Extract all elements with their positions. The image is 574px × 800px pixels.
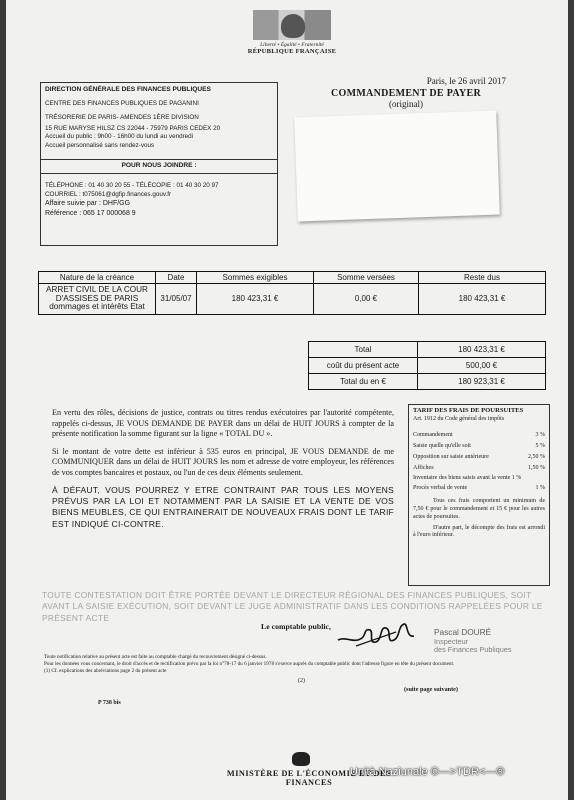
- col-date: Date: [156, 272, 197, 284]
- sender-reception: Accueil personnalisé sans rendez-vous: [45, 141, 155, 149]
- watermark-text: Unità Naziunale ©—>TDR<—®: [350, 766, 505, 778]
- paragraph-warning: À DÉFAUT, VOUS POURREZ Y ETRE CONTRAINT PAR TOUS LES MOYENS PRÉVUS PAR LA LOI ET NOTAMMENT PAR LA SAISIE ET LA VENTE DE VOS BIENS MEUBLES, CE QUI ENTRAINERAIT DE NOUVEAUX FRAIS DONT LE TARIF EST INDIQUÉ CI-CONTRE.: [52, 485, 394, 529]
- form-reference: P 738 bis: [98, 700, 121, 706]
- footer-line-1: Toute notification relative au présent acte est faite au comptable chargé du recouvrement désigné ci-dessus.: [44, 654, 267, 660]
- affaire-suivie: Affaire suivie par : DHF/GG: [45, 200, 131, 208]
- cell-reste: 180 423,31 €: [419, 284, 546, 315]
- list-item: Opposition sur saisie antérieure 2,50 %: [413, 453, 545, 460]
- list-item: Saisie quelle qu'elle soit 5 %: [413, 443, 545, 450]
- cell-versees: 0,00 €: [314, 284, 419, 315]
- republique-francaise-label: RÉPUBLIQUE FRANÇAISE: [247, 48, 337, 55]
- marianne-emblem-icon: [253, 10, 331, 40]
- continued-label: (suite page suivante): [404, 686, 458, 693]
- paragraph-demand: En vertu des rôles, décisions de justice, contrats ou titres rendus exécutoires par l'autorité compétente, rappelés ci-dessus, JE VOUS DEMANDE DE PAYER dans un délai de HUIT JOURS à compter de la présente notification la somme figurant sur la ligne « TOTAL DU ».: [52, 408, 394, 439]
- marianne-logo: [246, 10, 338, 55]
- total-due-label: Total du en €: [309, 374, 418, 390]
- cell-date: 31/05/07: [156, 284, 197, 315]
- tarif-title: TARIF DES FRAIS DE POURSUITES: [413, 407, 524, 414]
- total-due-row: [309, 374, 546, 390]
- ministry-name: MINISTÈRE DE L'ÉCONOMIE ET DES FINANCES: [226, 769, 392, 787]
- address-window-cover: [294, 111, 500, 222]
- debt-table-header: [39, 272, 546, 284]
- col-exigibles: Sommes exigibles: [197, 272, 314, 284]
- debt-table: [38, 271, 546, 315]
- sender-block: [40, 82, 278, 246]
- list-item: Affiches 1,50 %: [413, 464, 545, 471]
- republic-motto: Liberté • Égalité • Fraternité: [260, 42, 324, 48]
- cost-label: coût du présent acte: [309, 358, 418, 374]
- title-block: [306, 76, 506, 109]
- list-item: Procès verbal de vente 1 %: [413, 485, 545, 492]
- col-reste: Reste dus: [419, 272, 546, 284]
- cell-exigibles: 180 423,31 €: [197, 284, 314, 315]
- document-title: COMMANDEMENT DE PAYER: [330, 88, 481, 99]
- contact-heading: POUR NOUS JOINDRE :: [41, 159, 277, 174]
- cost-value: 500,00 €: [418, 358, 546, 374]
- document-date: Paris, le 26 avril 2017: [426, 76, 506, 86]
- reference-number: Référence : 065 17 000068 9: [45, 209, 136, 217]
- tarif-subtitle: Art. 1912 du Code général des impôts: [413, 415, 505, 422]
- col-versees: Somme versées: [314, 272, 419, 284]
- signer-role-detail: des Finances Publiques: [434, 644, 512, 654]
- sender-address: 15 RUE MARYSE HILSZ CS 22044 - 75979 PARIS CEDEX 20: [45, 124, 221, 132]
- signer-role: Inspecteur: [434, 636, 469, 646]
- cost-row: [309, 358, 546, 374]
- comptable-label: Le comptable public,: [261, 622, 331, 631]
- faded-contestation-text: TOUTE CONTESTATION DOIT ÊTRE PORTÉE DEVANT LE DIRECTEUR RÉGIONAL DES FINANCES PUBLIQUES, SOIT AVANT LA SAISIE EXÉCUTION, SOIT DEVANT LE JUGE ADMINISTRATIF DANS LES CONDITIONS RAPPELÉES POUR LE PRÉSENT ACTE: [42, 590, 543, 623]
- document-page: [6, 0, 568, 800]
- totals-table: [308, 341, 546, 390]
- sender-hours: Accueil du public : 9h00 - 16h00 du lundi au vendredi: [45, 133, 194, 141]
- footer-notes: [44, 654, 544, 674]
- document-subtitle: (original): [389, 99, 423, 109]
- total-value: 180 423,31 €: [418, 342, 546, 358]
- contact-phone: TÉLÉPHONE : 01 40 30 20 55 - TÉLÉCOPIE : 01 40 30 20 97: [45, 182, 219, 190]
- signer-name: Pascal DOURÉ: [434, 627, 492, 637]
- sender-tresorerie: TRÉSORERIE DE PARIS- AMENDES 1ÈRE DIVISION: [45, 114, 199, 122]
- total-due-value: 180 923,31 €: [418, 374, 546, 390]
- cell-nature: ARRET CIVIL DE LA COUR D'ASSISES DE PARIS dommages et intérêts Etat: [39, 284, 156, 315]
- signature-icon: [336, 618, 416, 652]
- footer-line-3: (1) Cf. explications des abréviations page 2 du présent acte: [44, 667, 167, 674]
- tarif-note-rounding: D'autre part, le décompte des frais est arrondi à l'euro inférieur.: [413, 524, 545, 539]
- paragraph-small-debt: Si le montant de votre dette est inférieur à 535 euros en principal, JE VOUS DEMANDE de me COMMUNIQUER dans un délai de HUIT JOURS les nom et adresse de votre employeur, les références de vos comptes bancaires et postaux, ou l'un de ces deux éléments seulement.: [52, 446, 394, 477]
- marianne-small-icon: [292, 752, 310, 766]
- page-number: (2): [298, 678, 305, 684]
- footer-line-2: Pour les données vous concernant, le droit d'accès et de rectification prévu par la loi n°78-17 du 6 janvier 1978 s'exerce auprès du comptable public dont l'adresse figure en tête du présent document.: [44, 660, 455, 667]
- contact-email: COURRIEL : t075061@dgfip.finances.gouv.fr: [45, 190, 172, 198]
- tarif-inventaire: Inventaire des biens saisis avant la vente 1 %: [413, 474, 522, 481]
- signer-stamp: [434, 628, 544, 654]
- tarif-box: [408, 404, 550, 586]
- sender-centre: CENTRE DES FINANCES PUBLIQUES DE PAGANINI: [45, 99, 199, 107]
- total-label: Total: [309, 342, 418, 358]
- body-text: [52, 408, 394, 537]
- col-nature: Nature de la créance: [39, 272, 156, 284]
- tarif-note-minimum: Tous ces frais comportent un minimum de 7,50 € pour le commandement et 15 € pour les autres actes de poursuites.: [413, 498, 545, 520]
- table-row: [39, 284, 546, 315]
- list-item: Commandement 3 %: [413, 432, 545, 439]
- sender-direction: DIRECTION GÉNÉRALE DES FINANCES PUBLIQUES: [45, 86, 211, 93]
- total-row: [309, 342, 546, 358]
